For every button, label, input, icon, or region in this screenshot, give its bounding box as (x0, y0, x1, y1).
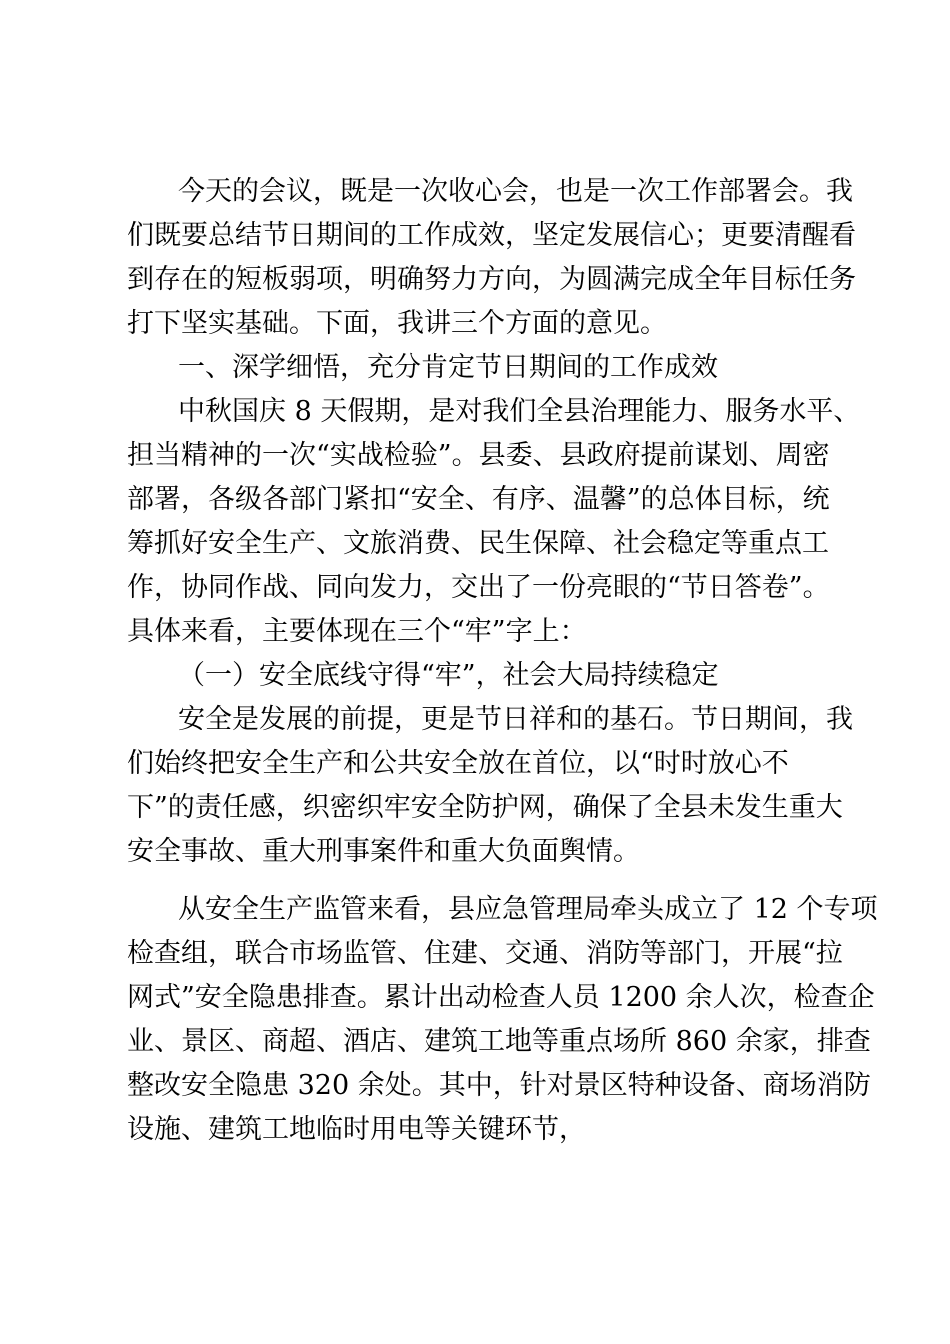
paragraph-intro-line-4: 打下坚实基础。下面，我讲三个方面的意见。 (127, 308, 667, 339)
paragraph-inspection-line-6: 设施、建筑工地临时用电等关键环节， (127, 1114, 586, 1145)
paragraph-intro-line-3: 到存在的短板弱项，明确努力方向，为圆满完成全年目标任务 (127, 264, 856, 295)
paragraph-holiday-line-6: 具体来看，主要体现在三个“牢”字上： (127, 616, 587, 647)
paragraph-inspection-line-3: 网式”安全隐患排查。累计出动检查人员 1200 余人次，检查企 (127, 982, 875, 1013)
paragraph-safety-line-3: 下”的责任感，织密织牢安全防护网，确保了全县未发生重大 (127, 792, 843, 823)
paragraph-holiday-line-1: 中秋国庆 8 天假期，是对我们全县治理能力、服务水平、 (178, 396, 861, 427)
paragraph-intro-line-2: 们既要总结节日期间的工作成效，坚定发展信心；更要清醒看 (127, 220, 856, 251)
paragraph-holiday-line-2: 担当精神的一次“实战检验”。县委、县政府提前谋划、周密 (127, 440, 830, 471)
paragraph-safety-line-4: 安全事故、重大刑事案件和重大负面舆情。 (127, 836, 640, 867)
subsection-heading-1: （一）安全底线守得“牢”，社会大局持续稳定 (178, 660, 719, 691)
paragraph-safety-line-2: 们始终把安全生产和公共安全放在首位，以“时时放心不 (127, 748, 789, 779)
paragraph-holiday-line-3: 部署，各级各部门紧扣“安全、有序、温馨”的总体目标，统 (127, 484, 830, 515)
paragraph-safety-line-1: 安全是发展的前提，更是节日祥和的基石。节日期间，我 (178, 704, 853, 735)
paragraph-holiday-line-4: 筹抓好安全生产、文旅消费、民生保障、社会稳定等重点工 (127, 528, 829, 559)
section-heading-1: 一、深学细悟，充分肯定节日期间的工作成效 (178, 352, 718, 383)
paragraph-intro-line-1: 今天的会议，既是一次收心会，也是一次工作部署会。我 (178, 176, 853, 207)
paragraph-holiday-line-5: 作，协同作战、同向发力，交出了一份亮眼的“节日答卷”。 (127, 572, 830, 603)
paragraph-inspection-line-2: 检查组，联合市场监管、住建、交通、消防等部门，开展“拉 (127, 938, 843, 969)
paragraph-inspection-line-5: 整改安全隐患 320 余处。其中，针对景区特种设备、商场消防 (127, 1070, 871, 1101)
paragraph-inspection-line-4: 业、景区、商超、酒店、建筑工地等重点场所 860 余家，排查 (127, 1026, 871, 1057)
paragraph-inspection-line-1: 从安全生产监管来看，县应急管理局牵头成立了 12 个专项 (178, 894, 878, 925)
